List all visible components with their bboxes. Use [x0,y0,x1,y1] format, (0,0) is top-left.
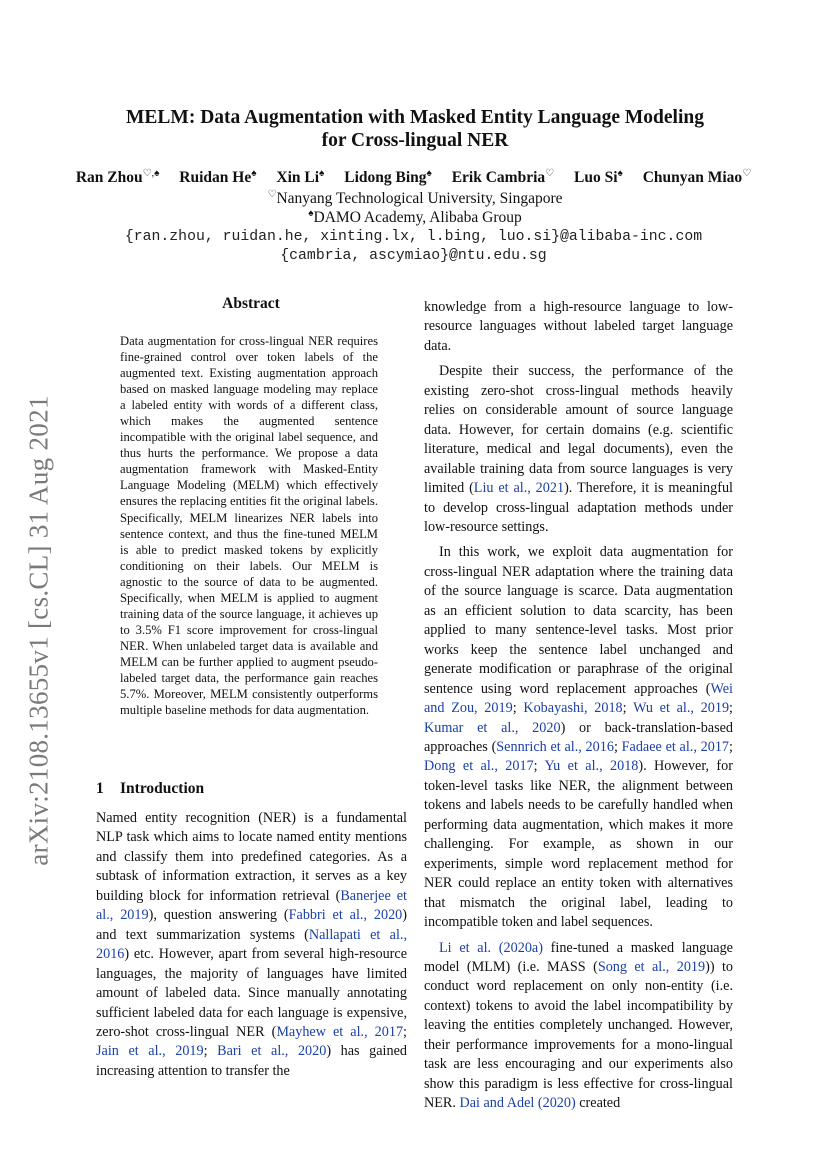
citation-link[interactable]: Mayhew et al., 2017 [276,1023,404,1040]
arxiv-identifier-stamp [14,330,64,930]
citation-link[interactable]: Jain et al., 2019 [96,1043,204,1060]
body-text: ; [533,758,545,775]
section-title: Introduction [120,780,205,797]
body-text: Named entity recognition (NER) is a fundamental NLP task which aims to locate named entity mentions and classify them into predefined categories. As a subtask of information extraction, it serves as a key building block for information retrieval ( [96,810,407,904]
citation-link[interactable]: Liu et al., 2021 [473,480,565,497]
citation-link[interactable]: Nallapati et al., 2016 [96,926,407,963]
body-text: )) to conduct word replacement on only non-entity (i.e. context) tokens to avoid the label incompatibility by leaving the entities completely unchanged. However, their performance improvements for a mono-lingual task are less encouraging and our experiments also show this paradigm is less effective for cross-lingual NER. [424,958,733,1112]
citation-link[interactable]: Banerjee et al., 2019 [96,887,407,924]
intro-paragraph [96,809,407,1081]
citation-link[interactable]: Sennrich et al., 2016 [496,738,614,755]
citation-link[interactable]: Yu et al., 2018 [544,758,639,775]
body-text: ; [729,738,733,755]
intro-paragraph [424,543,733,932]
author: Ruidan He♠ [179,168,257,186]
body-text: ) and text summarization systems ( [96,907,407,943]
arxiv-id-text: arXiv:2108.13655v1 [cs.CL] 31 Aug 2021 [23,394,54,866]
body-text: ; [512,700,524,717]
affiliation-damo: ♠DAMO Academy, Alibaba Group [308,208,522,226]
title-line-1: MELM: Data Augmentation with Masked Entity Language Modeling [126,107,704,128]
intro-paragraph [424,362,733,537]
abstract-text: Data augmentation for cross-lingual NER requires fine-grained control over token labels of the augmented text. Existing augmentation approach based on masked language modeling may replace a labeled entity with words of a different class, which makes the augmented sentence incompatible with the original label sequence, and thus hurts the performance. We propose a data augmentation framework with Masked-Entity Language Modeling (MELM) which effectively ensures the replacing entities fit the original labels. Specifically, MELM linearizes NER labels into sentence context, and thus the fine-tuned MELM is able to predict masked tokens by explicitly conditioning on their labels. Our MELM is agnostic to the source of data to be augmented. Specifically, when MELM is applied to augment training data of the source language, it achieves up to 3.5% F1 score improvement for cross-lingual NER. When unlabeled target data is available and MELM can be further applied to augment pseudo-labeled target data, the performance gain reaches 5.7%. Moreover, MELM consistently outperforms multiple baseline methods for data augmentation. [120,334,378,718]
citation-link[interactable]: Fabbri et al., 2020 [288,907,403,924]
body-text: ). Therefore, it is meaningful to develop cross-lingual adaptation methods under low-resource settings. [424,480,733,535]
body-text: In this work, we exploit data augmentation for cross-lingual NER adaptation where the training data of the source language is scarce. Data augmentation as an efficient solution to data scarcity, has been applied to many sentence-level tasks. Most prior works keep the sentence label unchanged and generate modification or paraphrase of the original sentence using word replacement approaches ( [424,544,733,697]
author-list [40,168,787,187]
intro-right-column [424,298,733,1114]
body-text: ; [203,1043,218,1060]
body-text: ), question answering ( [148,907,289,924]
citation-link[interactable]: Wei and Zou, 2019 [424,680,733,717]
section-number: 1 [96,780,104,797]
email-line-2: {cambria, ascymiao}@ntu.edu.sg [280,248,547,264]
citation-link[interactable]: Bari et al., 2020 [217,1043,327,1060]
author: Ran Zhou♡,♠ [75,168,160,186]
author: Lidong Bing♠ [344,168,432,186]
citation-link[interactable]: Wu et al., 2019 [633,700,730,717]
email-line-1: {ran.zhou, ruidan.he, xinting.lx, l.bing, luo.si}@alibaba-inc.com [124,229,703,245]
body-text: ; [729,700,733,717]
citation-link[interactable]: Kobayashi, 2018 [523,700,623,717]
body-text: fine-tuned a masked language model (MLM) (i.e. MASS ( [424,939,733,975]
body-text: ) etc. However, apart from several high-resource languages, the majority of languages have limited amount of labeled data. Since manually annotating sufficient labeled data for each language is expensive, zero-shot cross-lingual NER ( [96,946,407,1040]
author: Xin Li♠ [276,168,325,186]
citation-link[interactable]: Song et al., 2019 [597,958,706,975]
body-text: created [575,1095,621,1112]
body-text: ) or back-translation-based approaches ( [424,719,734,755]
body-text: ; [622,700,634,717]
body-text: ; [613,738,622,755]
body-text: knowledge from a high-resource language to low-resource languages without labeled target language data. [424,299,733,354]
author: Erik Cambria♡ [451,168,555,186]
citation-link[interactable]: Dong et al., 2017 [424,758,534,775]
body-text: ; [403,1023,407,1040]
citation-link[interactable]: Dai and Adel (2020) [459,1095,576,1112]
abstract-heading: Abstract [222,295,280,312]
intro-paragraph [424,298,733,356]
affiliation-ntu: ♡Nanyang Technological University, Singapore [267,189,563,207]
title-line-2: for Cross-lingual NER [321,130,509,151]
citation-link[interactable]: Kumar et al., 2020 [424,719,561,736]
intro-left-column [96,809,407,1081]
section-heading-introduction [96,780,204,798]
author: Luo Si♠ [573,168,623,186]
body-text: Despite their success, the performance of the existing zero-shot cross-lingual methods heavily relies on considerable amount of source language data. However, for certain domains (e.g. scientific literature, medical and legal documents), even the available training data from source languages is very limited ( [424,363,733,497]
body-text: ) has gained increasing attention to transfer the [96,1043,407,1079]
citation-link[interactable]: Li et al. (2020a) [439,939,543,956]
body-text: ). However, for token-level tasks like NER, the alignment between tokens and labels needs to be carefully handled when performing data augmentation, which makes it more challenging. For example, as shown in our experiments, simple word replacement method for NER could replace an entity token with alternatives that mismatch the original label, leading to incompatible token and label sequences. [424,758,733,931]
intro-paragraph [424,939,733,1114]
paper-title [95,106,735,152]
citation-link[interactable]: Fadaee et al., 2017 [621,738,730,755]
author: Chunyan Miao♡ [642,168,752,186]
